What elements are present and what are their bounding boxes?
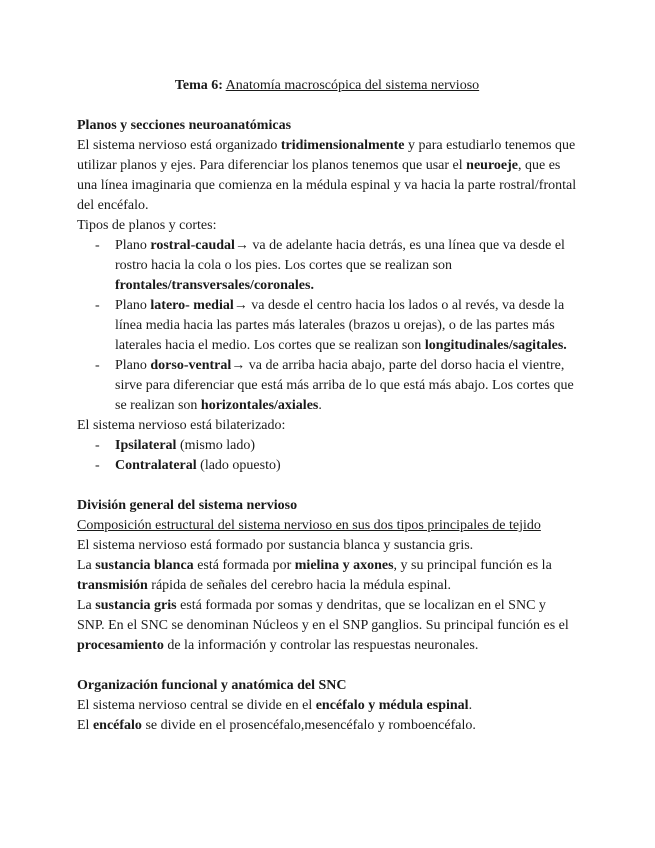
- list-item-ipsilateral: [77, 436, 577, 456]
- term-horizontales: horizontales/axiales: [200, 398, 319, 413]
- term-sustancia-blanca: sustancia blanca: [95, 558, 194, 573]
- text: Plano: [115, 238, 151, 253]
- document-body: [77, 76, 577, 736]
- text: Plano: [115, 358, 151, 373]
- list-lateralidad: [77, 436, 577, 476]
- dash-bullet: -: [95, 358, 100, 373]
- text: está formada por somas y dendritas, que se localizan en el SNC y SNP. En el SNC se denominan Núcleos y en el SNP ganglios. Su principal función es el: [77, 598, 569, 633]
- section-heading-division: División general del sistema nervioso: [77, 498, 298, 513]
- text: El sistema nervioso central se divide en el: [77, 698, 316, 713]
- subheading-composicion: Composición estructural del sistema nervioso en sus dos tipos principales de tejido: [77, 518, 541, 533]
- term-longitudinales: longitudinales/sagitales.: [424, 338, 567, 353]
- dash-bullet: -: [95, 238, 100, 253]
- section-heading-snc: Organización funcional y anatómica del SNC: [77, 678, 347, 693]
- text: .: [468, 698, 473, 713]
- list-planos: [77, 236, 577, 416]
- term-neuroeje: neuroeje: [466, 158, 518, 173]
- text: → va desde el centro hacia los lados o al revés, va desde la línea media hacia las partes más laterales (brazos u orejas), o de las partes más laterales hacia el medio. Los cortes que se realizan son: [115, 298, 565, 353]
- term-dorso-ventral: dorso-ventral: [150, 358, 232, 373]
- spacer: [77, 656, 577, 676]
- list-item-rostral-caudal: [77, 236, 577, 296]
- text: se divide en el prosencéfalo,mesencéfalo y romboencéfalo.: [141, 718, 476, 733]
- text: , y su principal función es la: [393, 558, 552, 573]
- term-encefalo-medula: encéfalo y médula espinal: [315, 698, 469, 713]
- list-item-latero-medial: [77, 296, 577, 356]
- text: La: [77, 598, 96, 613]
- term-mielina: mielina y axones: [294, 558, 394, 573]
- term-transmision: transmisión: [77, 578, 148, 593]
- text: Plano: [115, 298, 151, 313]
- text: → va de arriba hacia abajo, parte del dorso hacia el vientre, sirve para diferenciar que está más arriba de lo que está más abajo. Los cortes que se realizan son: [115, 358, 574, 413]
- list-item-contralateral: [77, 456, 577, 476]
- text: (lado opuesto): [196, 458, 281, 473]
- paragraph-sustancias: El sistema nervioso está formado por sustancia blanca y sustancia gris.: [77, 538, 474, 553]
- term-rostral-caudal: rostral-caudal: [150, 238, 235, 253]
- paragraph-sustancia-blanca: [77, 556, 577, 596]
- term-ipsilateral: Ipsilateral: [115, 438, 177, 453]
- paragraph-snc-division: [77, 696, 577, 716]
- text: de la información y controlar las respuestas neuronales.: [163, 638, 479, 653]
- term-tridimensionalmente: tridimensionalmente: [280, 138, 405, 153]
- paragraph-planos-intro: [77, 136, 577, 216]
- text: .: [318, 398, 322, 413]
- title-text: Anatomía macroscópica del sistema nervioso: [225, 78, 480, 93]
- dash-bullet: -: [95, 458, 100, 473]
- spacer: [77, 476, 577, 496]
- term-latero-medial: latero- medial: [150, 298, 234, 313]
- paragraph-tipos: Tipos de planos y cortes:: [77, 218, 217, 233]
- term-frontales: frontales/transversales/coronales.: [115, 278, 314, 293]
- term-contralateral: Contralateral: [115, 458, 197, 473]
- text: rápida de señales del cerebro hacia la médula espinal.: [147, 578, 451, 593]
- paragraph-sustancia-gris: [77, 596, 577, 656]
- title-prefix: Tema 6:: [174, 78, 223, 93]
- paragraph-encefalo: [77, 716, 577, 736]
- text: El sistema nervioso está organizado: [77, 138, 281, 153]
- term-encefalo: encéfalo: [92, 718, 142, 733]
- dash-bullet: -: [95, 298, 100, 313]
- page-title: [77, 76, 577, 96]
- text: La: [77, 558, 96, 573]
- paragraph-bilaterizado: El sistema nervioso está bilaterizado:: [77, 418, 286, 433]
- text: está formada por: [193, 558, 295, 573]
- term-procesamiento: procesamiento: [77, 638, 164, 653]
- term-sustancia-gris: sustancia gris: [95, 598, 177, 613]
- text: El: [77, 718, 93, 733]
- list-item-dorso-ventral: [77, 356, 577, 416]
- text: → va de adelante hacia detrás, es una línea que va desde el rostro hacia la cola o los pies. Los cortes que se realizan son: [115, 238, 565, 273]
- text: (mismo lado): [176, 438, 255, 453]
- text: y para estudiarlo tenemos que utilizar planos y ejes. Para diferenciar los planos tenemos que usar el: [77, 138, 576, 173]
- section-heading-planos: Planos y secciones neuroanatómicas: [77, 118, 292, 133]
- dash-bullet: -: [95, 438, 100, 453]
- text: , que es una línea imaginaria que comienza en la médula espinal y va hacia la parte rostral/frontal del encéfalo.: [77, 158, 577, 213]
